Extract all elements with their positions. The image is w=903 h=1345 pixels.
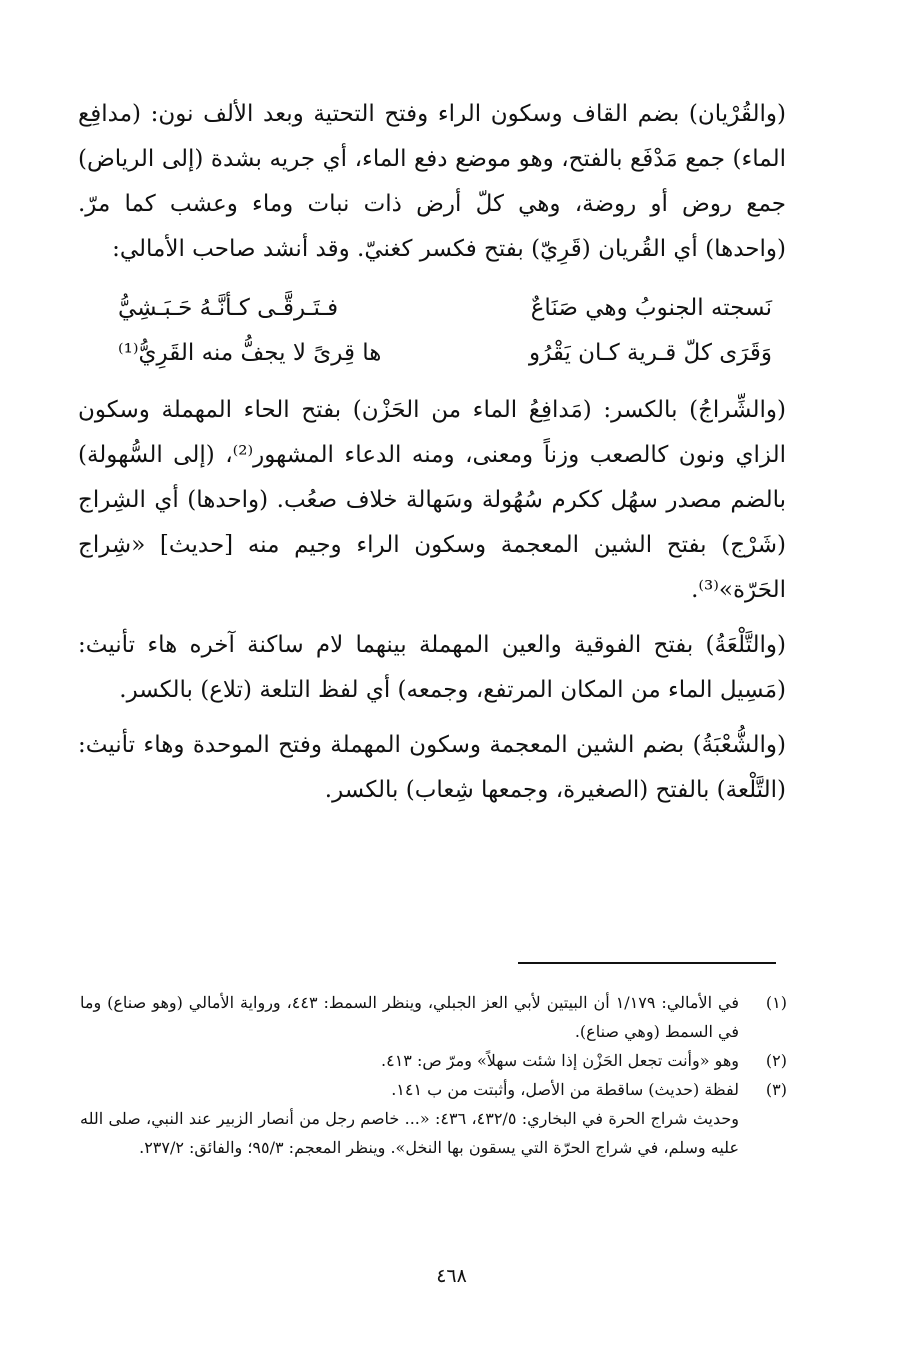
verse-2-first-hemistich: وَقَرَى كلّ قـرية كـان يَقْرُو xyxy=(529,340,772,366)
paragraph-qurian: (والقُرْيان) بضم القاف وسكون الراء وفتح التحتية وبعد الألف نون: (مدافِع الماء) جمع مَدْفَع بالفتح، وهو موضع دفع الماء، أي جريه بشدة (إلى الرياض) جمع روض أو روضة، وهي كلّ أرض ذات نبات وماء وعشب كما مرّ. (واحدها) أي القُريان (قَرِيّ) بفتح فكسر كغنيّ. وقد أنشد صاحب الأمالي: xyxy=(78,101,786,262)
footnote-text: لفظة (حديث) ساقطة من الأصل، وأثبتت من ب ١٤١. xyxy=(391,1080,739,1099)
footnote-text: في الأمالي: ١/١٧٩ أن البيتين لأبي العز الجبلي، وينظر السمط: ٤٤٣، ورواية الأمالي (وهو صناع) وما في السمط (وهي صناع). xyxy=(80,993,739,1041)
verse-1-second-hemistich: فـتَـرقَّـى كـأنَّـهُ حَـبَـشِيُّ xyxy=(118,295,339,321)
footnote-3-continuation: وحديث شراج الحرة في البخاري: ٤٣٢/٥، ٤٣٦: «... خاصم رجل من أنصار الزبير عند النبي، صلى الله عليه وسلم، في شراج الحرّة التي يسقون بها النخل». وينظر المعجم: ٩٥/٣؛ والفائق: ٢٣٧/٢. xyxy=(80,1109,740,1157)
verse-line-1 xyxy=(78,286,786,331)
footnote-number: (٣) xyxy=(765,1080,787,1099)
page-number: ٤٦٨ xyxy=(436,1265,467,1287)
paragraph-shuba: (والشُّعْبَةُ) بضم الشين المعجمة وسكون المهملة وفتح الموحدة وهاء تأنيث: (التَّلْعة) بالفتح (الصغيرة، وجمعها شِعاب) بالكسر. xyxy=(78,732,786,803)
footnote-separator xyxy=(518,962,776,964)
footnote-3 xyxy=(80,1075,787,1104)
footnote-1 xyxy=(80,988,787,1046)
verse-2-second-hemistich: ها قِرىً لا يجفُّ منه القَرِيُّ⁽¹⁾ xyxy=(118,340,382,366)
footnote-text: وهو «وأنت تجعل الحَزْن إذا شئت سهلاً» ومرّ ص: ٤١٣. xyxy=(381,1051,739,1070)
poem-verses xyxy=(78,286,786,376)
main-text xyxy=(78,92,786,813)
paragraph-shiraj: (والشِّراجُ) بالكسر: (مَدافِعُ الماء من الحَزْن) بفتح الحاء المهملة وسكون الزاي ونون كالصعب وزناً ومعنى، ومنه الدعاء المشهور⁽²⁾، (إلى السُّهولة) بالضم مصدر سهُل ككرم سُهُولة وسَهالة خلاف صعُب. (واحدها) أي الشِراج (شَرْج) بفتح الشين المعجمة وسكون الراء وجيم منه [حديث] «شِراج الحَرّة»⁽³⁾. xyxy=(78,397,786,603)
footnotes xyxy=(80,988,787,1162)
footnote-number: (٢) xyxy=(765,1051,787,1070)
verse-line-2 xyxy=(78,331,786,376)
footnote-2 xyxy=(80,1046,787,1075)
verse-1-first-hemistich: نَسجته الجنوبُ وهي صَنَاعٌ xyxy=(530,295,772,321)
paragraph-talaa: (والتَّلْعَةُ) بفتح الفوقية والعين المهملة بينهما لام ساكنة آخره هاء تأنيث: (مَسِيل الماء من المكان المرتفع، وجمعه) أي لفظ التلعة (تلاع) بالكسر. xyxy=(78,632,786,703)
footnote-number: (١) xyxy=(765,993,787,1012)
